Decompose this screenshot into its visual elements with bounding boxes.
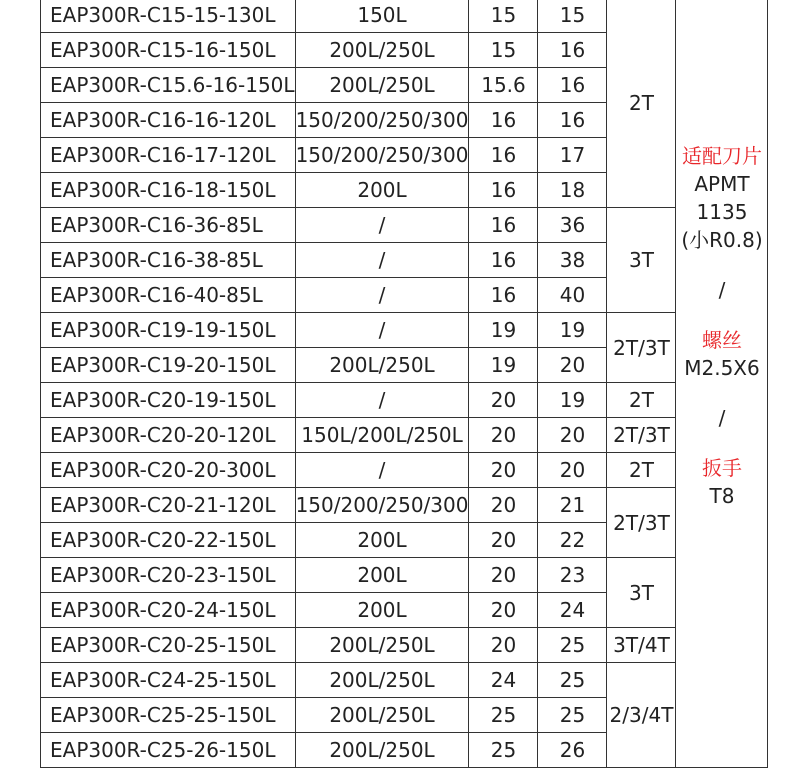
diameter2-cell: 16	[538, 103, 607, 138]
flute-cell: 2T/3T	[607, 418, 676, 453]
flute-cell: 2T	[607, 383, 676, 418]
model-cell: EAP300R-C16-18-150L	[41, 173, 296, 208]
model-cell: EAP300R-C16-17-120L	[41, 138, 296, 173]
diameter2-cell: 25	[538, 628, 607, 663]
flute-cell: 3T/4T	[607, 628, 676, 663]
diameter2-cell: 26	[538, 733, 607, 768]
model-cell: EAP300R-C20-20-120L	[41, 418, 296, 453]
diameter2-cell: 40	[538, 278, 607, 313]
diameter2-cell: 19	[538, 313, 607, 348]
diameter2-cell: 18	[538, 173, 607, 208]
model-cell: EAP300R-C20-19-150L	[41, 383, 296, 418]
diameter2-cell: 25	[538, 698, 607, 733]
diameter-cell: 19	[469, 348, 538, 383]
screw-value: M2.5X6	[684, 356, 760, 380]
model-cell: EAP300R-C16-36-85L	[41, 208, 296, 243]
length-cell: 200L	[295, 523, 469, 558]
model-cell: EAP300R-C25-26-150L	[41, 733, 296, 768]
diameter-cell: 16	[469, 278, 538, 313]
table-row	[41, 208, 768, 243]
length-cell: 200L/250L	[295, 68, 469, 103]
length-cell: /	[295, 313, 469, 348]
table-row	[41, 628, 768, 663]
model-cell: EAP300R-C20-23-150L	[41, 558, 296, 593]
diameter2-cell: 21	[538, 488, 607, 523]
diameter-cell: 20	[469, 628, 538, 663]
diameter2-cell: 16	[538, 33, 607, 68]
insert-model: APMT	[694, 172, 750, 196]
model-cell: EAP300R-C20-24-150L	[41, 593, 296, 628]
length-cell: 200L/250L	[295, 348, 469, 383]
diameter2-cell: 25	[538, 663, 607, 698]
wrench-value: T8	[709, 484, 735, 508]
spec-table	[40, 0, 768, 768]
length-cell: 150/200/250/300	[295, 138, 469, 173]
diameter-cell: 20	[469, 488, 538, 523]
length-cell: 200L	[295, 593, 469, 628]
wrench-label: 扳手	[701, 456, 742, 480]
flute-cell: 2T/3T	[607, 313, 676, 383]
flute-cell: 2T/3T	[607, 488, 676, 558]
table-row	[41, 488, 768, 523]
insert-size: 1135	[696, 200, 748, 224]
diameter-cell: 15	[469, 33, 538, 68]
diameter2-cell: 22	[538, 523, 607, 558]
model-cell: EAP300R-C25-25-150L	[41, 698, 296, 733]
model-cell: EAP300R-C15-15-130L	[41, 0, 296, 33]
insert-radius: (小R0.8)	[681, 228, 763, 252]
diameter-cell: 20	[469, 523, 538, 558]
diameter2-cell: 15	[538, 0, 607, 33]
flute-cell: 2T	[607, 0, 676, 208]
diameter-cell: 16	[469, 173, 538, 208]
diameter2-cell: 38	[538, 243, 607, 278]
diameter-cell: 20	[469, 418, 538, 453]
length-cell: 200L	[295, 558, 469, 593]
diameter2-cell: 16	[538, 68, 607, 103]
length-cell: 150/200/250/300	[295, 488, 469, 523]
diameter2-cell: 24	[538, 593, 607, 628]
diameter-cell: 25	[469, 733, 538, 768]
diameter-cell: 16	[469, 103, 538, 138]
model-cell: EAP300R-C16-16-120L	[41, 103, 296, 138]
model-cell: EAP300R-C19-20-150L	[41, 348, 296, 383]
diameter-cell: 20	[469, 593, 538, 628]
model-cell: EAP300R-C20-22-150L	[41, 523, 296, 558]
table-row	[41, 663, 768, 698]
screw-label: 螺丝	[701, 328, 742, 352]
length-cell: /	[295, 383, 469, 418]
diameter-cell: 25	[469, 698, 538, 733]
length-cell: /	[295, 208, 469, 243]
length-cell: 200L/250L	[295, 663, 469, 698]
length-cell: 200L/250L	[295, 698, 469, 733]
flute-cell: 2T	[607, 453, 676, 488]
length-cell: 150/200/250/300	[295, 103, 469, 138]
separator: /	[718, 278, 726, 302]
length-cell: 200L/250L	[295, 628, 469, 663]
diameter-cell: 20	[469, 558, 538, 593]
diameter-cell: 19	[469, 313, 538, 348]
diameter-cell: 15	[469, 0, 538, 33]
diameter-cell: 15.6	[469, 68, 538, 103]
diameter-cell: 20	[469, 383, 538, 418]
spec-table-wrapper	[40, 0, 768, 768]
model-cell: EAP300R-C24-25-150L	[41, 663, 296, 698]
separator: /	[718, 406, 726, 430]
flute-cell: 3T	[607, 558, 676, 628]
table-row	[41, 418, 768, 453]
diameter-cell: 24	[469, 663, 538, 698]
diameter2-cell: 20	[538, 418, 607, 453]
insert-label: 适配刀片	[681, 144, 762, 168]
diameter2-cell: 23	[538, 558, 607, 593]
length-cell: /	[295, 243, 469, 278]
diameter2-cell: 17	[538, 138, 607, 173]
table-row	[41, 453, 768, 488]
model-cell: EAP300R-C16-40-85L	[41, 278, 296, 313]
diameter-cell: 16	[469, 243, 538, 278]
length-cell: 200L/250L	[295, 33, 469, 68]
model-cell: EAP300R-C20-25-150L	[41, 628, 296, 663]
table-row	[41, 0, 768, 33]
diameter-cell: 20	[469, 453, 538, 488]
table-row	[41, 383, 768, 418]
model-cell: EAP300R-C15.6-16-150L	[41, 68, 296, 103]
diameter-cell: 16	[469, 138, 538, 173]
length-cell: 150L	[295, 0, 469, 33]
diameter-cell: 16	[469, 208, 538, 243]
accessory-cell	[676, 0, 768, 768]
length-cell: 200L	[295, 173, 469, 208]
model-cell: EAP300R-C16-38-85L	[41, 243, 296, 278]
length-cell: /	[295, 453, 469, 488]
table-row	[41, 313, 768, 348]
flute-cell: 2/3/4T	[607, 663, 676, 768]
model-cell: EAP300R-C15-16-150L	[41, 33, 296, 68]
diameter2-cell: 20	[538, 348, 607, 383]
diameter2-cell: 19	[538, 383, 607, 418]
model-cell: EAP300R-C20-20-300L	[41, 453, 296, 488]
length-cell: /	[295, 278, 469, 313]
model-cell: EAP300R-C20-21-120L	[41, 488, 296, 523]
flute-cell: 3T	[607, 208, 676, 313]
model-cell: EAP300R-C19-19-150L	[41, 313, 296, 348]
length-cell: 200L/250L	[295, 733, 469, 768]
length-cell: 150L/200L/250L	[295, 418, 469, 453]
diameter2-cell: 36	[538, 208, 607, 243]
table-row	[41, 558, 768, 593]
diameter2-cell: 20	[538, 453, 607, 488]
